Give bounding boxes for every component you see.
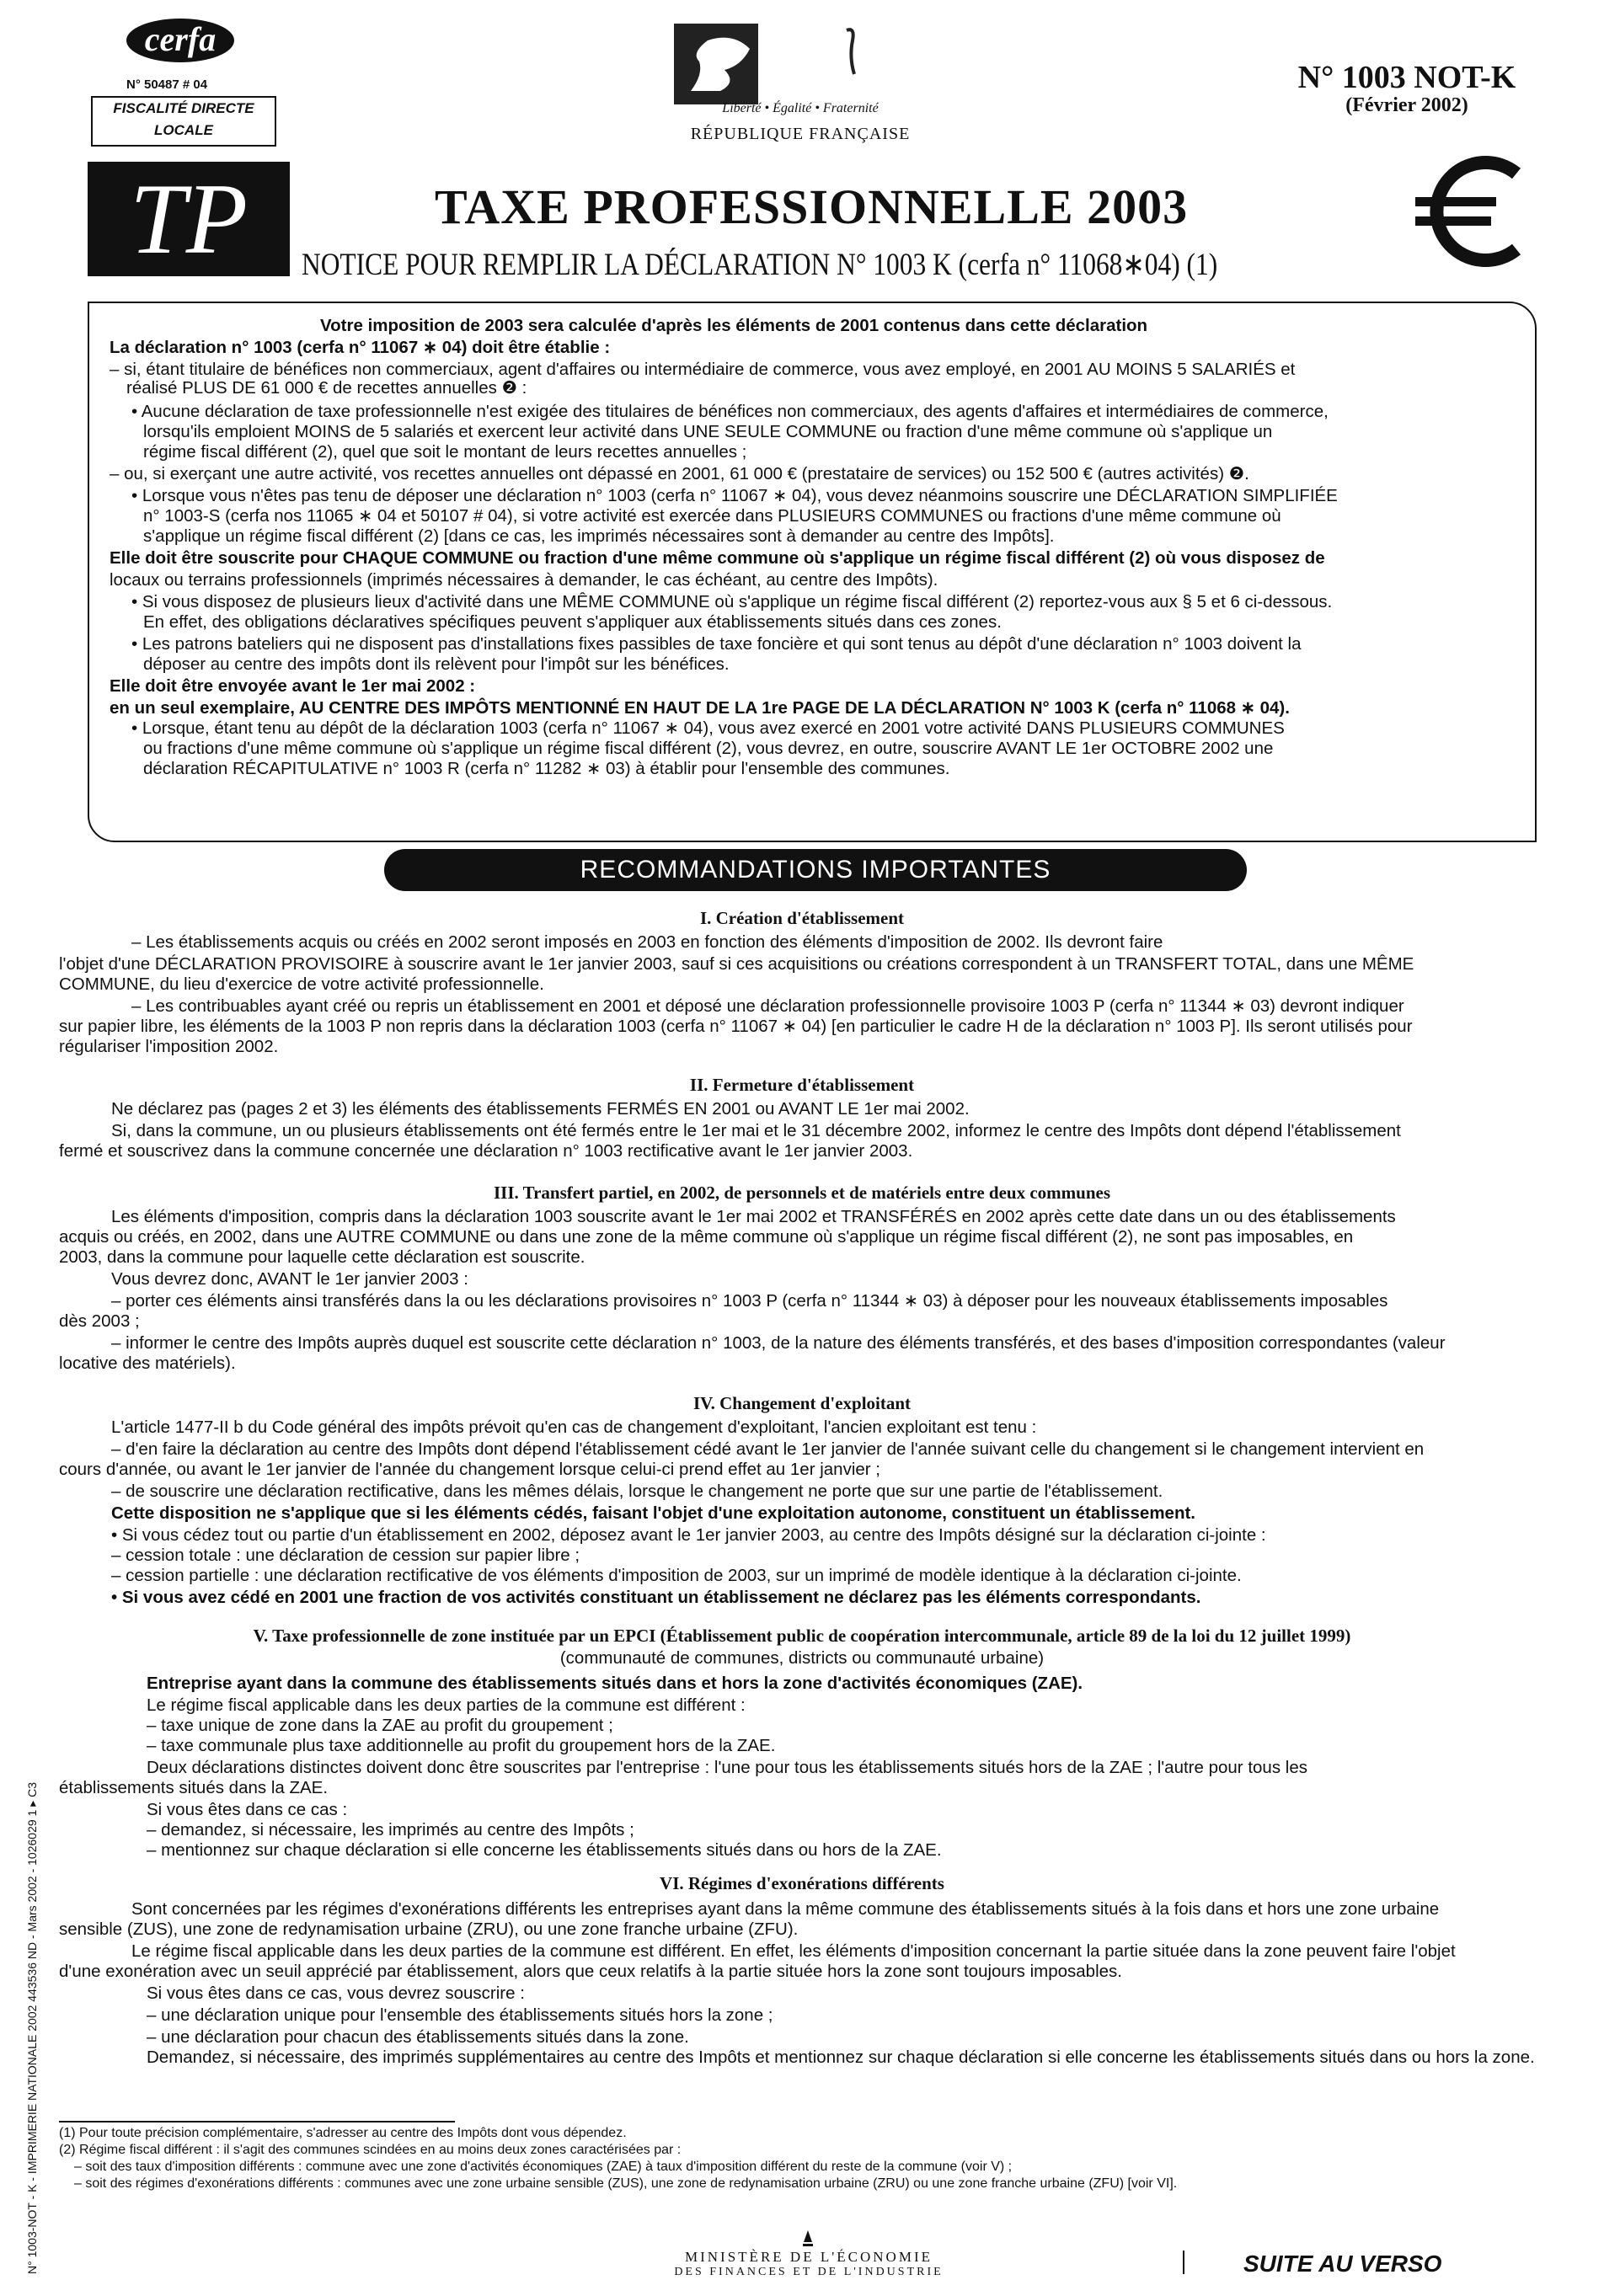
box-line: Elle doit être envoyée avant le 1er mai 2002 :: [110, 676, 476, 696]
box-line: n° 1003-S (cerfa nos 11065 ∗ 04 et 50107 # 04), si votre activité est exercée dans PLUSIEURS COMMUNES ou fractions d'une même commune où: [143, 506, 1281, 526]
section-line: Vous devrez donc, AVANT le 1er janvier 2003 :: [111, 1269, 468, 1289]
section-line: Deux déclarations distinctes doivent donc être souscrites par l'entreprise : l'une pour tous les établissements situés hors de la ZAE ; l'autre pour tous les: [147, 1758, 1307, 1777]
section-line: • Si vous avez cédé en 2001 une fraction de vos activités constituant un établissement ne déclarez pas les éléments correspondants.: [111, 1588, 1201, 1607]
section-line: Cette disposition ne s'applique que si les éléments cédés, faisant l'objet d'une exploitation autonome, constituent un établissement.: [111, 1503, 1195, 1523]
footnote-rule: [59, 2121, 455, 2122]
republique-francaise: RÉPUBLIQUE FRANÇAISE: [690, 125, 911, 143]
box-line: • Les patrons bateliers qui ne disposent pas d'installations fixes passibles de taxe foncière et qui sont tenus au dépôt d'une déclaration n° 1003 doivent la: [131, 634, 1302, 654]
ministere-line2: DES FINANCES ET DE L'INDUSTRIE: [674, 2266, 944, 2277]
section-title: IV. Changement d'exploitant: [692, 1393, 912, 1413]
section-title: V. Taxe professionnelle de zone instituée par un EPCI (Établissement public de coopération intercommunale, article 89 de la loi du 12 juillet 1999): [253, 1626, 1351, 1646]
section-line: – de souscrire une déclaration rectificative, dans les mêmes délais, lorsque le changement ne porte que sur une partie de l'établissement.: [111, 1482, 1163, 1501]
recommandations-banner: RECOMMANDATIONS IMPORTANTES: [384, 849, 1247, 891]
form-date: (Février 2002): [1345, 94, 1468, 116]
section-line: – Les établissements acquis ou créés en 2002 seront imposés en 2003 en fonction des éléments d'imposition de 2002. Ils devront faire: [131, 932, 1163, 952]
section-line: 2003, dans la commune pour laquelle cette déclaration est souscrite.: [59, 1247, 585, 1267]
box-line: ou fractions d'une même commune où s'applique un régime fiscal différent (2), vous devrez, en outre, souscrire AVANT LE 1er OCTOBRE 2002 une: [143, 739, 1274, 758]
box-line: lorsqu'ils emploient MOINS de 5 salariés et exercent leur activité dans UNE SEULE COMMUNE ou fraction d'une même commune où s'applique un: [143, 422, 1273, 441]
section-line: sur papier libre, les éléments de la 1003 P non repris dans la déclaration 1003 (cerfa n° 11067 ∗ 04) [en particulier le cadre H de la déclaration n° 1003 P]. Ils seront utilisés pour: [59, 1017, 1413, 1036]
box-line: régime fiscal différent (2), quel que soit le montant de leurs recettes annuelles ;: [143, 442, 747, 462]
section-line: Sont concernées par les régimes d'exonérations différents les entreprises ayant dans la même commune des établissements situés à la fois dans et hors une zone urbaine: [131, 1899, 1440, 1919]
section-line: – une déclaration unique pour l'ensemble des établissements situés hors la zone ;: [147, 2005, 773, 2025]
section-line: Si vous êtes dans ce cas, vous devrez souscrire :: [147, 1984, 525, 2003]
section-title: II. Fermeture d'établissement: [689, 1075, 915, 1095]
footnote: (1) Pour toute précision complémentaire, s'adresser au centre des Impôts dont vous dépendez.: [59, 2126, 627, 2140]
section-subtitle: (communauté de communes, districts ou communauté urbaine): [559, 1648, 1045, 1668]
section-line: L'article 1477-II b du Code général des impôts prévoit qu'en cas de changement d'exploitant, l'ancien exploitant est tenu :: [111, 1418, 1037, 1437]
section-line: Si vous êtes dans ce cas :: [147, 1800, 348, 1819]
devise: Liberté • Égalité • Fraternité: [722, 101, 879, 115]
section-line: – cession partielle : une déclaration rectificative de vos éléments d'imposition de 2003, sur un imprimé de modèle identique à la déclaration ci-jointe.: [111, 1566, 1242, 1585]
box-line: En effet, des obligations déclaratives spécifiques peuvent s'appliquer aux établissements situés dans ces zones.: [143, 612, 1002, 632]
footnote: – soit des régimes d'exonérations différents : communes avec une zone urbaine sensible (ZUS), une zone de redynamisation urbaine (ZRU) ou une zone franche urbaine (ZFU) [voir VI].: [74, 2176, 1178, 2191]
box-heading: Votre imposition de 2003 sera calculée d'après les éléments de 2001 contenus dans cette déclaration: [320, 316, 1148, 335]
footer-divider: [1183, 2251, 1184, 2274]
section-line: – demandez, si nécessaire, les imprimés au centre des Impôts ;: [147, 1820, 634, 1839]
sidebar-print-info: N° 1003-NOT - K - IMPRIMERIE NATIONALE 2002 443536 ND - Mars 2002 - 1026029 1 ▸ C3: [25, 1781, 39, 2274]
footnote: (2) Régime fiscal différent : il s'agit des communes scindées en au moins deux zones caractérisées par :: [59, 2143, 682, 2157]
section-title: I. Création d'établissement: [699, 908, 905, 928]
section-line: Si, dans la commune, un ou plusieurs établissements ont été fermés entre le 1er mai et le 31 décembre 2002, informez le centre des Impôts dont dépend l'établissement: [111, 1121, 1401, 1140]
fiscalite-box: [91, 96, 276, 147]
box-line: • Lorsque, étant tenu au dépôt de la déclaration 1003 (cerfa n° 11067 ∗ 04), vous avez exercé en 2001 votre activité DANS PLUSIEURS COMMUNES: [131, 718, 1285, 738]
cerfa-number: N° 50487 # 04: [126, 77, 208, 92]
section-line: acquis ou créés, en 2002, dans une AUTRE COMMUNE ou dans une zone de la même commune où s'applique un régime fiscal différent (2), ne sont pas imposables, en: [59, 1227, 1354, 1247]
marianne-logo: [674, 24, 927, 104]
section-line: – taxe communale plus taxe additionnelle au profit du groupement hors de la ZAE.: [147, 1736, 776, 1755]
section-line: COMMUNE, du lieu d'exercice de votre activité professionnelle.: [59, 974, 544, 994]
section-line: – mentionnez sur chaque déclaration si elle concerne les établissements situés dans ou hors de la ZAE.: [147, 1840, 942, 1860]
section-line: dès 2003 ;: [59, 1311, 140, 1331]
box-line: Elle doit être souscrite pour CHAQUE COMMUNE ou fraction d'une même commune où s'applique un régime fiscal différent (2) où vous disposez de: [110, 548, 1325, 568]
box-line: s'applique un régime fiscal différent (2) [dans ce cas, les imprimés nécessaires sont à demander au centre des Impôts].: [143, 526, 1055, 546]
section-line: – d'en faire la déclaration au centre des Impôts dont dépend l'établissement cédé avant le 1er janvier de l'année suivant celle du changement si le changement intervient en: [111, 1439, 1425, 1459]
fiscalite-line1: FISCALITÉ DIRECTE: [113, 100, 254, 116]
section-line: cours d'année, ou avant le 1er janvier de l'année du changement lorsque celui-ci prend effet au 1er janvier ;: [59, 1460, 880, 1479]
fiscalite-line2: LOCALE: [154, 122, 213, 138]
footnote: – soit des taux d'imposition différents : commune avec une zone d'activités économiques (ZAE) à taux d'imposition différent du reste de la commune (voir V) ;: [74, 2160, 1013, 2174]
section-line: Le régime fiscal applicable dans les deux parties de la commune est différent. En effet, les éléments d'imposition concernant la partie située dans la zone peuvent faire l'objet: [131, 1941, 1456, 1961]
section-line: Entreprise ayant dans la commune des établissements situés dans et hors la zone d'activités économiques (ZAE).: [147, 1674, 1083, 1693]
ministere: MINISTÈRE DE L'ÉCONOMIE: [685, 2249, 933, 2265]
main-title: TAXE PROFESSIONNELLE 2003: [435, 179, 1189, 234]
section-line: – une déclaration pour chacun des établissements situés dans la zone.: [147, 2027, 689, 2047]
box-line: déclaration RÉCAPITULATIVE n° 1003 R (cerfa n° 11282 ∗ 03) à établir pour l'ensemble des communes.: [143, 759, 950, 778]
section-line: Ne déclarez pas (pages 2 et 3) les éléments des établissements FERMÉS EN 2001 ou AVANT LE 1er mai 2002.: [111, 1099, 970, 1119]
section-line: fermé et souscrivez dans la commune concernée une déclaration n° 1003 rectificative avant le 1er janvier 2003.: [59, 1141, 913, 1161]
box-line: réalisé PLUS DE 61 000 € de recettes annuelles ❷ :: [126, 378, 527, 398]
box-line: déposer au centre des impôts dont ils relèvent pour l'impôt sur les bénéfices.: [143, 654, 730, 674]
section-line: Le régime fiscal applicable dans les deux parties de la commune est différent :: [147, 1695, 746, 1715]
section-line: régulariser l'imposition 2002.: [59, 1037, 279, 1056]
box-line: La déclaration n° 1003 (cerfa n° 11067 ∗ 04) doit être établie :: [110, 338, 611, 357]
section-line: sensible (ZUS), une zone de redynamisation urbaine (ZRU), ou une zone franche urbaine (ZFU).: [59, 1920, 799, 1939]
section-line: locative des matériels).: [59, 1354, 236, 1373]
euro-icon: [1409, 148, 1535, 275]
section-line: l'objet d'une DÉCLARATION PROVISOIRE à souscrire avant le 1er janvier 2003, sauf si ces acquisitions ou créations correspondent à un TRANSFERT TOTAL, dans une MÊME: [59, 954, 1414, 974]
suite-au-verso: SUITE AU VERSO: [1243, 2251, 1442, 2277]
box-line: • Aucune déclaration de taxe professionnelle n'est exigée des titulaires de bénéfices non commerciaux, des agents d'affaires et intermédiaires de commerce,: [131, 402, 1329, 421]
section-line: établissements situés dans la ZAE.: [59, 1778, 329, 1797]
ministere-emblem-icon: [802, 2230, 814, 2247]
sub-title: NOTICE POUR REMPLIR LA DÉCLARATION N° 1003 K (cerfa n° 11068∗04) (1): [302, 248, 1218, 282]
box-line: en un seul exemplaire, AU CENTRE DES IMPÔTS MENTIONNÉ EN HAUT DE LA 1re PAGE DE LA DÉCLARATION N° 1003 K (cerfa n° 11068 ∗ 04).: [110, 698, 1290, 718]
box-line: – ou, si exerçant une autre activité, vos recettes annuelles ont dépassé en 2001, 61 000 € (prestataire de services) ou 152 500 € (autres activités) ❷.: [110, 464, 1249, 483]
box-line: • Lorsque vous n'êtes pas tenu de déposer une déclaration n° 1003 (cerfa n° 11067 ∗ 04), vous devez néanmoins souscrire une DÉCLARATION SIMPLIFIÉE: [131, 486, 1338, 505]
section-line: – cession totale : une déclaration de cession sur papier libre ;: [111, 1546, 580, 1565]
tp-badge: TP: [88, 162, 290, 276]
section-line: d'une exonération avec un seuil apprécié par établissement, alors que ceux relatifs à la partie située hors la zone sont toujours imposables.: [59, 1962, 1122, 1981]
cerfa-logo: cerfa: [126, 19, 234, 62]
section-line: – taxe unique de zone dans la ZAE au profit du groupement ;: [147, 1716, 613, 1735]
section-line: – informer le centre des Impôts auprès duquel est souscrite cette déclaration n° 1003, de la nature des éléments transférés, et des bases d'imposition correspondantes (valeur: [111, 1333, 1446, 1353]
section-line: Les éléments d'imposition, compris dans la déclaration 1003 souscrite avant le 1er mai 2002 et TRANSFÉRÉS en 2002 après cette date dans un ou des établissements: [111, 1207, 1396, 1226]
box-line: locaux ou terrains professionnels (imprimés nécessaires à demander, le cas échéant, au centre des Impôts).: [110, 570, 938, 590]
section-title: III. Transfert partiel, en 2002, de personnels et de matériels entre deux communes: [494, 1183, 1110, 1203]
form-number: N° 1003 NOT-K: [1297, 60, 1516, 95]
section-line: • Si vous cédez tout ou partie d'un établissement en 2002, déposez avant le 1er janvier 2003, au centre des Impôts désigné sur la déclaration ci-jointe :: [111, 1525, 1266, 1545]
section-line: – Les contribuables ayant créé ou repris un établissement en 2001 et déposé une déclaration professionnelle provisoire 1003 P (cerfa n° 11344 ∗ 03) devront indiquer: [131, 996, 1404, 1016]
section-line: Demandez, si nécessaire, des imprimés supplémentaires au centre des Impôts et mentionnez sur chaque déclaration si elle concerne les établissements situés dans ou hors la zone.: [147, 2048, 1535, 2067]
section-title: VI. Régimes d'exonérations différents: [660, 1873, 944, 1893]
box-line: – si, étant titulaire de bénéfices non commerciaux, agent d'affaires ou intermédiaire de commerce, vous avez employé, en 2001 AU MOINS 5 SALARIÉS et: [110, 360, 1296, 379]
section-line: – porter ces éléments ainsi transférés dans la ou les déclarations provisoires n° 1003 P (cerfa n° 11344 ∗ 03) à déposer pour les nouveaux établissements imposables: [111, 1291, 1388, 1311]
box-line: • Si vous disposez de plusieurs lieux d'activité dans une MÊME COMMUNE où s'applique un régime fiscal différent (2) reportez-vous aux § 5 et 6 ci-dessous.: [131, 592, 1333, 611]
